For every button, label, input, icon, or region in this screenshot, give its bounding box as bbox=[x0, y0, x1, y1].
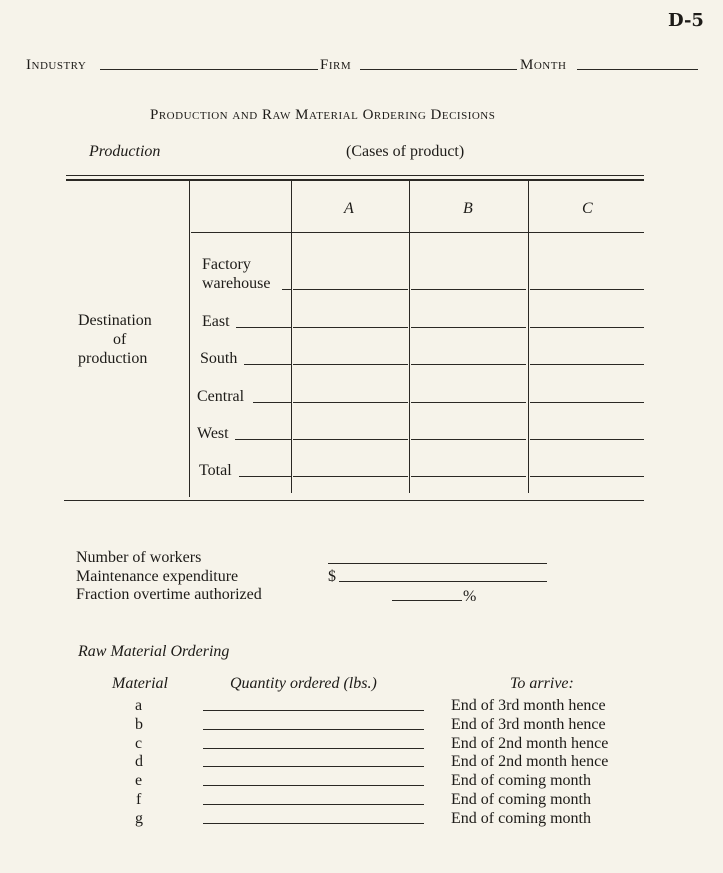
row-label-underline bbox=[244, 364, 291, 365]
table-divider-left bbox=[189, 181, 190, 497]
production-units: (Cases of product) bbox=[346, 143, 465, 160]
material-name: e bbox=[135, 772, 143, 789]
cell-central-b[interactable] bbox=[411, 402, 526, 403]
cell-west-b[interactable] bbox=[411, 439, 526, 440]
arrival-text: End of 3rd month hence bbox=[451, 697, 606, 714]
col-header-c: C bbox=[582, 200, 593, 217]
overtime-suffix: % bbox=[463, 588, 477, 605]
row-label-west: West bbox=[197, 425, 229, 442]
cell-central-a[interactable] bbox=[293, 402, 408, 403]
cell-south-c[interactable] bbox=[530, 364, 644, 365]
cell-factory-b[interactable] bbox=[411, 289, 526, 290]
month-field[interactable] bbox=[577, 69, 698, 70]
maintenance-label: Maintenance expenditure bbox=[76, 568, 239, 585]
col-header-b: B bbox=[463, 200, 473, 217]
cell-central-c[interactable] bbox=[530, 402, 644, 403]
material-name: d bbox=[135, 753, 143, 770]
quantity-field[interactable] bbox=[203, 729, 424, 730]
table-bottom-rule bbox=[64, 500, 644, 501]
industry-label: Industry bbox=[26, 57, 87, 73]
arrival-text: End of coming month bbox=[451, 772, 591, 789]
destination-line-1: Destination bbox=[78, 312, 152, 329]
table-divider-a bbox=[291, 181, 292, 493]
row-label-underline bbox=[282, 289, 291, 290]
month-label: Month bbox=[520, 57, 567, 73]
cell-total-a[interactable] bbox=[293, 476, 408, 477]
destination-line-2: of bbox=[113, 331, 127, 348]
quantity-field[interactable] bbox=[203, 823, 424, 824]
row-label-central: Central bbox=[197, 388, 245, 405]
cell-east-c[interactable] bbox=[530, 327, 644, 328]
col-arrive: To arrive: bbox=[510, 675, 574, 692]
arrival-text: End of coming month bbox=[451, 791, 591, 808]
overtime-field[interactable] bbox=[392, 600, 462, 601]
arrival-text: End of 3rd month hence bbox=[451, 716, 606, 733]
overtime-label: Fraction overtime authorized bbox=[76, 586, 262, 603]
workers-field[interactable] bbox=[328, 563, 547, 564]
maintenance-prefix: $ bbox=[328, 568, 336, 585]
header-rule bbox=[191, 232, 644, 233]
maintenance-field[interactable] bbox=[339, 581, 547, 582]
cell-east-a[interactable] bbox=[293, 327, 408, 328]
workers-label: Number of workers bbox=[76, 549, 202, 566]
col-quantity: Quantity ordered (lbs.) bbox=[230, 675, 377, 692]
cell-west-a[interactable] bbox=[293, 439, 408, 440]
row-label-south: South bbox=[200, 350, 238, 367]
quantity-field[interactable] bbox=[203, 804, 424, 805]
form-code: D-5 bbox=[668, 10, 704, 31]
row-label-warehouse: warehouse bbox=[202, 275, 271, 292]
quantity-field[interactable] bbox=[203, 766, 424, 767]
firm-label: Firm bbox=[320, 57, 352, 73]
row-label-underline bbox=[235, 439, 291, 440]
cell-total-b[interactable] bbox=[411, 476, 526, 477]
material-name: b bbox=[135, 716, 143, 733]
cell-total-c[interactable] bbox=[530, 476, 644, 477]
row-label-underline bbox=[239, 476, 291, 477]
material-name: a bbox=[135, 697, 143, 714]
material-name: f bbox=[136, 791, 142, 808]
col-header-a: A bbox=[344, 200, 354, 217]
row-label-factory: Factory bbox=[202, 256, 251, 273]
material-name: c bbox=[135, 735, 143, 752]
row-label-east: East bbox=[202, 313, 230, 330]
firm-field[interactable] bbox=[360, 69, 517, 70]
industry-field[interactable] bbox=[100, 69, 318, 70]
cell-west-c[interactable] bbox=[530, 439, 644, 440]
cell-south-a[interactable] bbox=[293, 364, 408, 365]
arrival-text: End of coming month bbox=[451, 810, 591, 827]
table-top-rule-2 bbox=[66, 179, 644, 181]
table-top-rule bbox=[66, 175, 644, 176]
cell-east-b[interactable] bbox=[411, 327, 526, 328]
table-divider-c bbox=[528, 181, 529, 493]
quantity-field[interactable] bbox=[203, 710, 424, 711]
cell-factory-c[interactable] bbox=[530, 289, 644, 290]
quantity-field[interactable] bbox=[203, 785, 424, 786]
cell-factory-a[interactable] bbox=[293, 289, 408, 290]
table-divider-b bbox=[409, 181, 410, 493]
material-name: g bbox=[135, 810, 143, 827]
row-label-total: Total bbox=[199, 462, 232, 479]
raw-material-title: Raw Material Ordering bbox=[78, 643, 230, 660]
cell-south-b[interactable] bbox=[411, 364, 526, 365]
row-label-underline bbox=[253, 402, 291, 403]
col-material: Material bbox=[112, 675, 168, 692]
arrival-text: End of 2nd month hence bbox=[451, 735, 609, 752]
arrival-text: End of 2nd month hence bbox=[451, 753, 609, 770]
destination-line-3: production bbox=[78, 350, 148, 367]
quantity-field[interactable] bbox=[203, 748, 424, 749]
form-title: Production and Raw Material Ordering Decisions bbox=[150, 107, 496, 123]
production-label: Production bbox=[89, 143, 161, 160]
row-label-underline bbox=[236, 327, 291, 328]
